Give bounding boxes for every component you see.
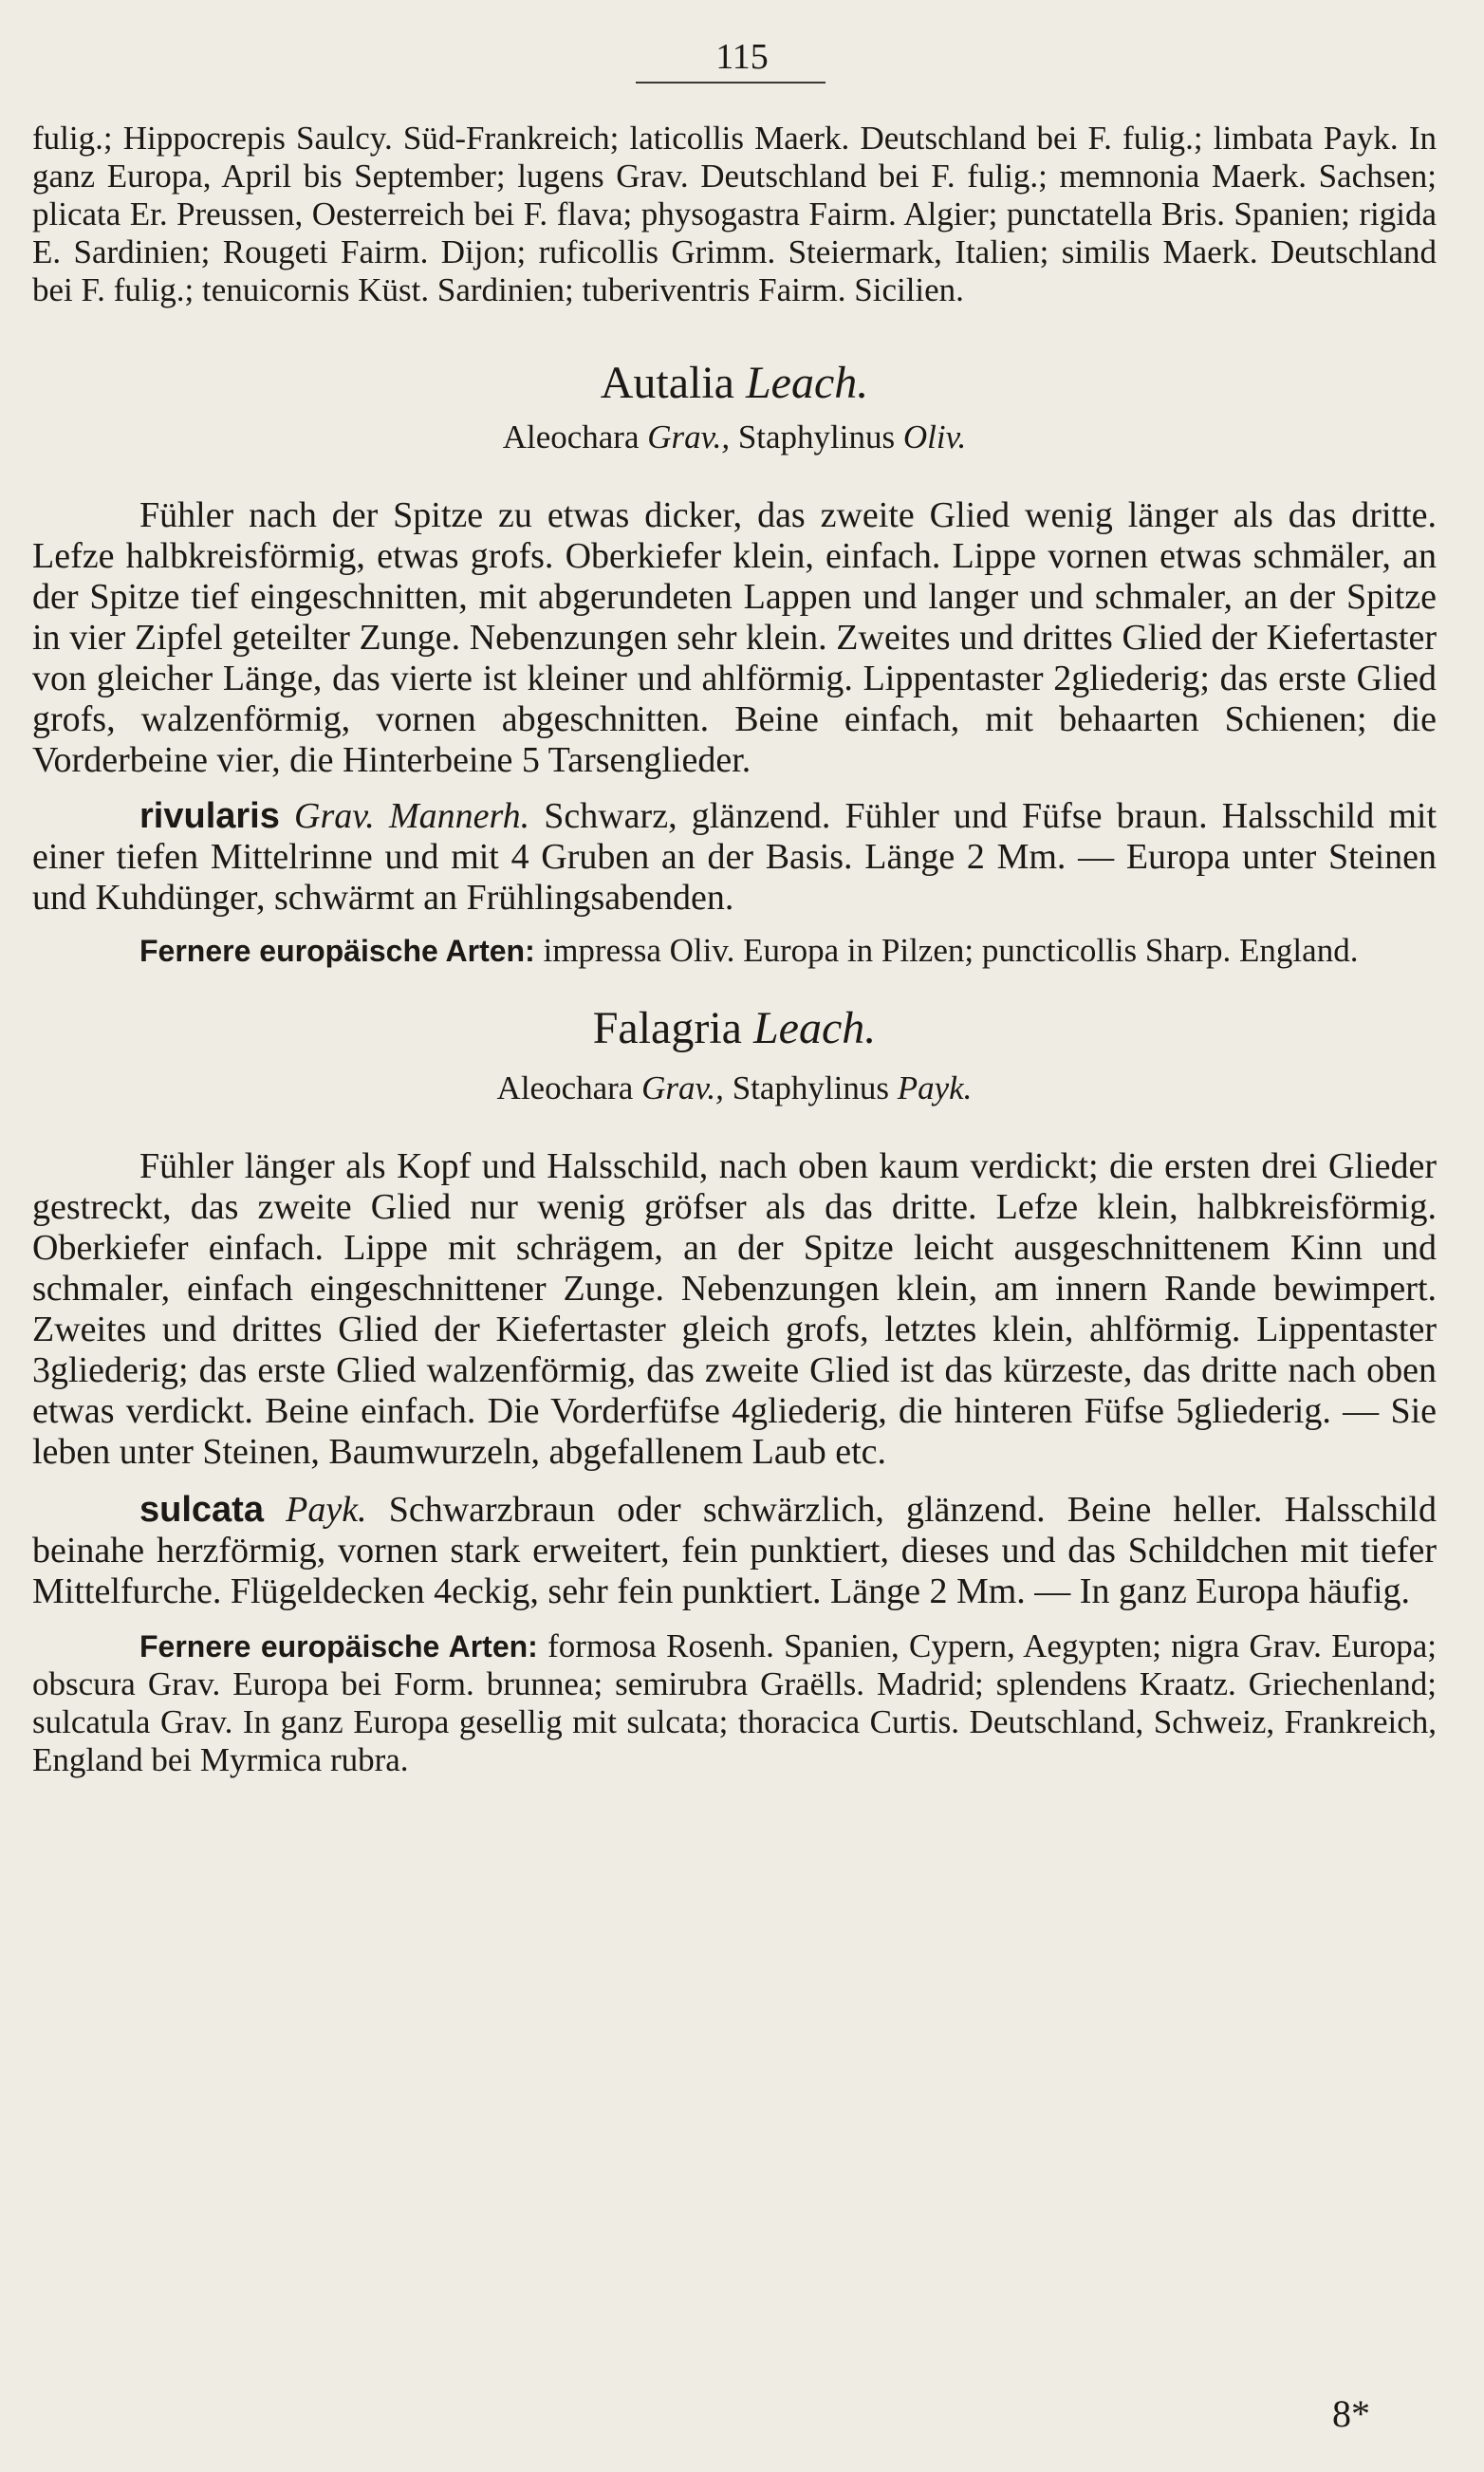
synonym-1-author: Grav., bbox=[647, 418, 731, 455]
further-species-falagria bbox=[32, 1627, 1437, 1779]
page-content bbox=[32, 120, 1437, 1779]
genus-heading-autalia bbox=[32, 357, 1437, 410]
species-name: rivularis bbox=[139, 796, 280, 836]
intro-paragraph: fulig.; Hippocrepis Saulcy. Süd-Frankreich; laticollis Maerk. Deutschland bei F. fulig.; limbata Payk. In ganz Europa, April bis September; lugens Grav. Deutschland bei F. fulig.; memnonia Maerk. Sachsen; plicata Er. Preussen, Oesterreich bei F. flava; physogastra Fairm. Algier; punctatella Bris. Spanien; rigida E. Sardinien; Rougeti Fairm. Dijon; ruficollis Grimm. Steiermark, Italien; similis Maerk. Deutschland bei F. fulig.; tenuicornis Küst. Sardinien; tuberiventris Fairm. Sicilien. bbox=[32, 120, 1437, 308]
synonym-1: Aleochara bbox=[496, 1069, 634, 1106]
synonym-2-author: Oliv. bbox=[902, 418, 967, 455]
genus-name: Autalia bbox=[600, 358, 734, 408]
page-number: 115 bbox=[715, 37, 769, 77]
synonyms-falagria bbox=[32, 1069, 1437, 1108]
species-authors: Grav. Mannerh. bbox=[294, 796, 530, 836]
synonym-2: Staphylinus bbox=[732, 1069, 889, 1106]
synonym-2-author: Payk. bbox=[897, 1069, 973, 1106]
further-text: formosa Rosenh. Spanien, Cypern, Aegypten; nigra Grav. Europa; obscura Grav. Europa bei Form. brunnea; semirubra Graëlls. Madrid; splendens Kraatz. Griechenland; sulcatula Grav. In ganz Europa gesellig mit sulcata; thoracica Curtis. Deutschland, Schweiz, Frankreich, England bei Myrmica rubra. bbox=[32, 1627, 1438, 1778]
signature-mark: 8* bbox=[1332, 2392, 1370, 2435]
species-name: sulcata bbox=[139, 1490, 264, 1530]
further-label: Fernere europäische Arten: bbox=[139, 1629, 538, 1663]
species-entry-sulcata bbox=[32, 1490, 1437, 1612]
genus-description-falagria: Fühler länger als Kopf und Halsschild, nach oben kaum verdickt; die ersten drei Glieder gestreckt, das zweite Glied nur wenig gröfser als das dritte. Lefze klein, halbkreisförmig. Oberkiefer einfach. Lippe mit schrägem, an der Spitze leicht ausgeschnittenem Kinn und schmaler, einfach eingeschnittener Zunge. Nebenzungen klein, am innern Rande bewimpert. Zweites und drittes Glied der Kiefertaster gleich grofs, letztes klein, ahlförmig. Lippentaster 3gliederig; das erste Glied walzenförmig, das zweite Glied ist das kürzeste, das dritte nach oben etwas verdickt. Beine einfach. Die Vorderfüfse 4gliederig, die hinteren Füfse 5gliederig. — Sie leben unter Steinen, Baumwurzeln, abgefallenem Laub etc. bbox=[32, 1146, 1437, 1472]
synonym-2: Staphylinus bbox=[737, 418, 896, 455]
species-authors: Payk. bbox=[286, 1490, 367, 1530]
page-number-rule bbox=[636, 82, 825, 84]
synonym-1: Aleochara bbox=[502, 418, 640, 455]
further-species-autalia bbox=[32, 932, 1437, 970]
synonyms-autalia bbox=[32, 418, 1437, 457]
synonym-1-author: Grav., bbox=[641, 1069, 724, 1106]
genus-description-autalia: Fühler nach der Spitze zu etwas dicker, das zweite Glied wenig länger als das dritte. Lefze halbkreisförmig, etwas grofs. Oberkiefer klein, einfach. Lippe vornen etwas schmäler, an der Spitze tief eingeschnitten, mit abgerundeten Lappen und langer und schmaler, an der Spitze in vier Zipfel geteilter Zunge. Nebenzungen sehr klein. Zweites und drittes Glied der Kiefertaster von gleicher Länge, das vierte ist kleiner und ahlförmig. Lippentaster 2gliederig; das erste Glied grofs, walzenförmig, vornen abgeschnitten. Beine einfach, mit behaarten Schienen; die Vorderbeine vier, die Hinterbeine 5 Tarsenglieder. bbox=[32, 495, 1437, 780]
further-text: impressa Oliv. Europa in Pilzen; puncticollis Sharp. England. bbox=[543, 932, 1359, 969]
genus-author: Leach. bbox=[745, 358, 869, 408]
genus-name: Falagria bbox=[592, 1003, 742, 1053]
genus-heading-falagria bbox=[32, 1002, 1437, 1055]
genus-author: Leach. bbox=[752, 1003, 877, 1053]
species-text: Schwarz, glänzend. Fühler und Füfse braun. Halsschild mit einer tiefen Mittelrinne und mit 4 Gruben an der Basis. Länge 2 Mm. — Europa unter Steinen und Kuhdünger, schwärmt an Frühlingsabenden. bbox=[32, 796, 1438, 918]
species-text: Schwarzbraun oder schwärzlich, glänzend. Beine heller. Halsschild beinahe herzförmig, vornen stark erweitert, fein punktiert, dieses und das Schildchen mit tiefer Mittelfurche. Flügeldecken 4eckig, sehr fein punktiert. Länge 2 Mm. — In ganz Europa häufig. bbox=[32, 1490, 1437, 1611]
species-entry-rivularis bbox=[32, 796, 1437, 919]
further-label: Fernere europäische Arten: bbox=[139, 934, 535, 968]
